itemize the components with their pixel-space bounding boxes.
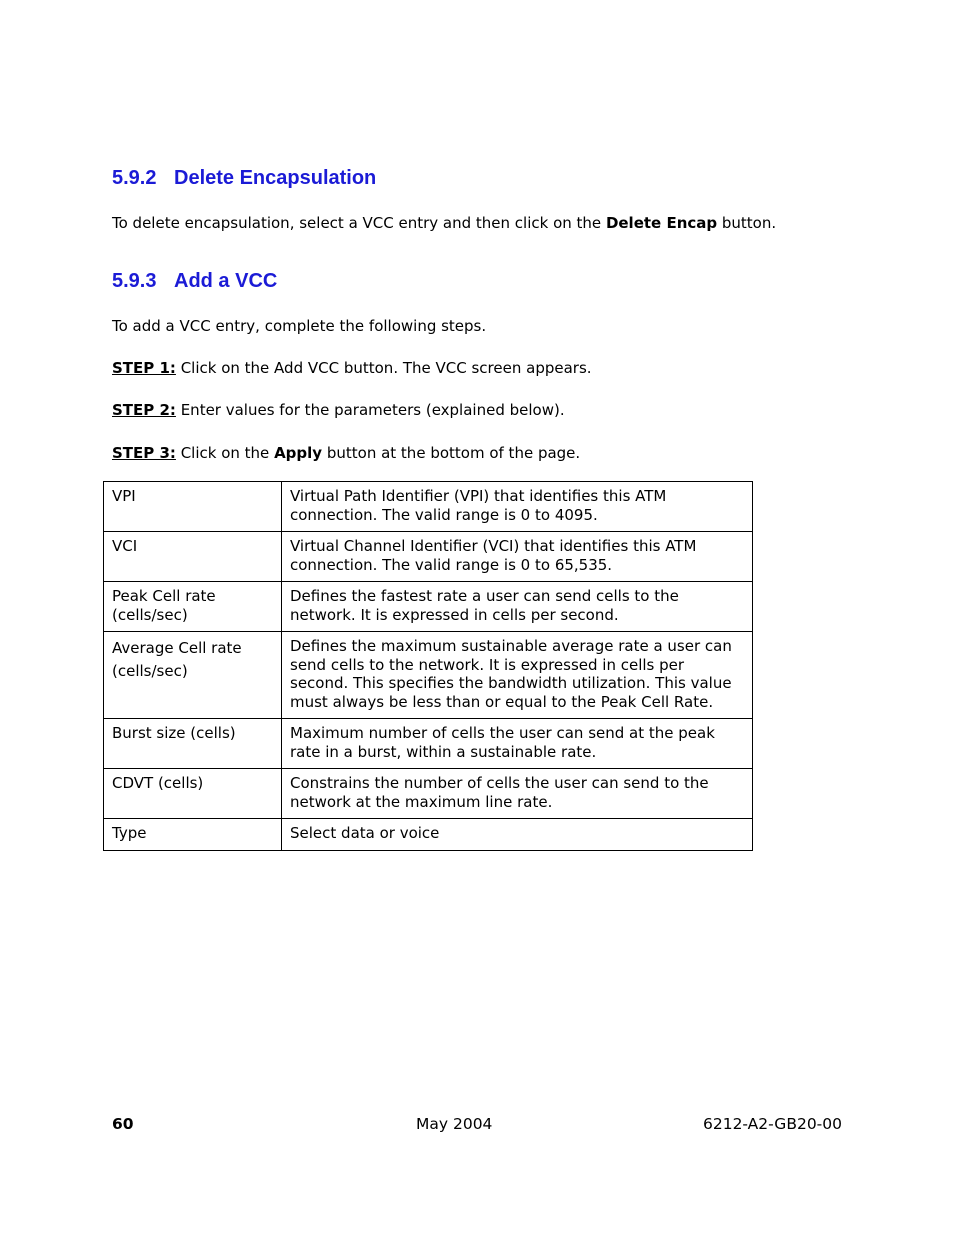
table-row	[104, 582, 753, 632]
step-2	[112, 401, 565, 419]
paragraph-text: button.	[717, 214, 777, 232]
param-name-cell: VCI	[104, 532, 282, 582]
step-label: STEP 3:	[112, 444, 176, 462]
param-name-cell: CDVT (cells)	[104, 769, 282, 819]
footer-date: May 2004	[416, 1115, 493, 1133]
param-description-cell: Virtual Path Identifier (VPI) that identifies this ATM connection. The valid range is 0 to 4095.	[282, 482, 753, 532]
apply-button-name: Apply	[274, 444, 323, 462]
table-row	[104, 719, 753, 769]
param-name-cell: Burst size (cells)	[104, 719, 282, 769]
page-number: 60	[112, 1115, 134, 1133]
step-label: STEP 1:	[112, 359, 176, 377]
vcc-parameters-table	[103, 481, 753, 851]
intro-paragraph: To add a VCC entry, complete the following steps.	[112, 317, 487, 335]
step-label: STEP 2:	[112, 401, 176, 419]
param-name-cell: Type	[104, 819, 282, 851]
section-title: Add a VCC	[174, 270, 278, 292]
step-text: Click on the	[175, 444, 275, 462]
table-row	[104, 819, 753, 851]
section-heading-5-9-2	[112, 167, 376, 190]
step-1	[112, 359, 592, 377]
param-description-cell: Select data or voice	[282, 819, 753, 851]
footer-doc-id: 6212-A2-GB20-00	[702, 1115, 842, 1133]
param-description-cell: Defines the maximum sustainable average rate a user can send cells to the network. It is expressed in cells per second. This specifies the bandwidth utilization. This value must always be less than or equal to the Peak Cell Rate.	[282, 632, 753, 719]
section-number: 5.9.2	[112, 167, 157, 189]
delete-encap-button-name: Delete Encap	[605, 214, 718, 232]
section-heading-5-9-3	[112, 270, 277, 293]
table-row	[104, 482, 753, 532]
step-text: button at the bottom of the page.	[322, 444, 581, 462]
section-title: Delete Encapsulation	[174, 167, 377, 189]
table-row	[104, 769, 753, 819]
param-name-cell: Peak Cell rate (cells/sec)	[104, 582, 282, 632]
param-description-cell: Maximum number of cells the user can send at the peak rate in a burst, within a sustainable rate.	[282, 719, 753, 769]
table-row	[104, 532, 753, 582]
section-number: 5.9.3	[112, 270, 157, 292]
step-text: Click on the Add VCC button. The VCC screen appears.	[175, 359, 592, 377]
param-name-cell: VPI	[104, 482, 282, 532]
paragraph-text: To delete encapsulation, select a VCC entry and then click on the	[112, 214, 606, 232]
param-name-cell: Average Cell rate (cells/sec)	[104, 632, 282, 719]
step-3	[112, 444, 580, 462]
param-description-cell: Constrains the number of cells the user can send to the network at the maximum line rate.	[282, 769, 753, 819]
table-row	[104, 632, 753, 719]
param-description-cell: Virtual Channel Identifier (VCI) that identifies this ATM connection. The valid range is 0 to 65,535.	[282, 532, 753, 582]
param-description-cell: Defines the fastest rate a user can send cells to the network. It is expressed in cells per second.	[282, 582, 753, 632]
delete-encap-paragraph	[112, 214, 776, 232]
step-text: Enter values for the parameters (explained below).	[175, 401, 565, 419]
